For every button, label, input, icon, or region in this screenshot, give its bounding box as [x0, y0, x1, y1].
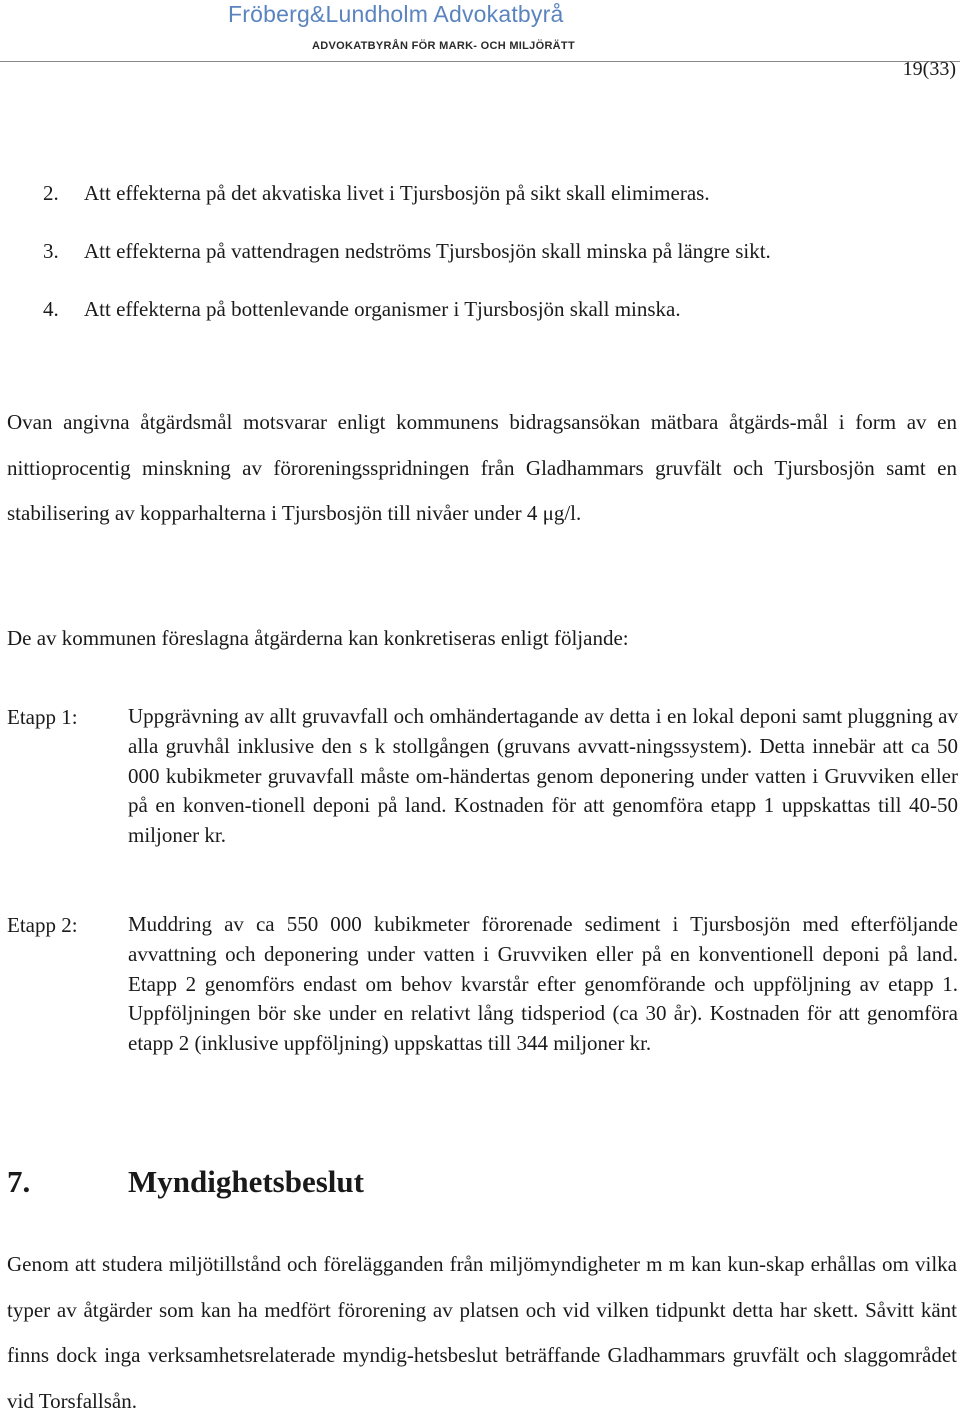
section-number: 7.: [7, 1164, 31, 1199]
page-header: [0, 0, 960, 62]
etapp-2-text: Muddring av ca 550 000 kubikmeter förorenade sediment i Tjursbosjön med efterföljande avvattning och deponering under vatten i Gruvviken eller på en konventionell deponi på land. Etapp 2 genomförs endast om behov kvarstår efter genomförande och uppföljning av etapp 1. Uppföljningen bör ske under en relativt lång tidsperiod (ca 30 år). Kostnaden för att genomföra etapp 2 (inklusive uppföljning) uppskattas till 344 miljoner kr.: [128, 912, 958, 1056]
section-title: Myndighetsbeslut: [128, 1164, 364, 1199]
list-item-text: Att effekterna på det akvatiska livet i Tjursbosjön på sikt skall elimimeras.: [84, 181, 710, 205]
list-item-text: Att effekterna på vattendragen nedströms Tjursbosjön skall minska på längre sikt.: [84, 239, 771, 263]
header-divider: [0, 61, 960, 62]
authority-decisions-paragraph: Genom att studera miljötillstånd och förelägganden från miljömyndigheter m m kan kun-skap erhållas om vilka typer av åtgärder som kan ha medfört förorening av platsen och vid vilken tidpunkt detta har skett. Såvitt känt finns dock inga verksamhetsrelaterade myndig-hetsbeslut beträffande Gladhammars gruvfält och slaggområdet vid Torsfallsån.: [7, 1252, 957, 1413]
list-item-number: 4.: [43, 297, 59, 321]
page-number: 19(33): [902, 58, 956, 80]
list-item-number: 2.: [43, 181, 59, 205]
goals-summary-paragraph: Ovan angivna åtgärdsmål motsvarar enligt kommunens bidragsansökan mätbara åtgärds-mål i form av en nittioprocentig minskning av föroreningsspridningen från Gladhammars gruvfält och Tjursbosjön samt en stabilisering av kopparhalterna i Tjursbosjön till nivåer under 4 μg/l.: [7, 410, 957, 525]
measures-intro-paragraph: De av kommunen föreslagna åtgärderna kan konkretiseras enligt följande:: [7, 626, 629, 650]
list-item-number: 3.: [43, 239, 59, 263]
etapp-1-label: Etapp 1:: [7, 705, 78, 729]
firm-logo-name: Fröberg&Lundholm Advokatbyrå: [228, 1, 564, 27]
list-item: [0, 294, 960, 352]
list-item: [0, 236, 960, 294]
firm-logo-tagline: ADVOKATBYRÅN FÖR MARK- OCH MILJÖRÄTT: [312, 40, 575, 52]
list-item: [0, 178, 960, 236]
list-item-text: Att effekterna på bottenlevande organismer i Tjursbosjön skall minska.: [84, 297, 681, 321]
etapp-2-label: Etapp 2:: [7, 913, 78, 937]
etapp-1-text: Uppgrävning av allt gruvavfall och omhändertagande av detta i en lokal deponi samt pluggning av alla gruvhål inklusive den s k stollgången (gruvans avvatt-ningssystem). Detta innebär att ca 50 000 kubikmeter gruvavfall måste om-händertas genom deponering under vatten i Gruvviken eller på en konven-tionell deponi på land. Kostnaden för att genomföra etapp 1 uppskattas till 40-50 miljoner kr.: [128, 704, 958, 848]
goals-list: [0, 178, 960, 352]
